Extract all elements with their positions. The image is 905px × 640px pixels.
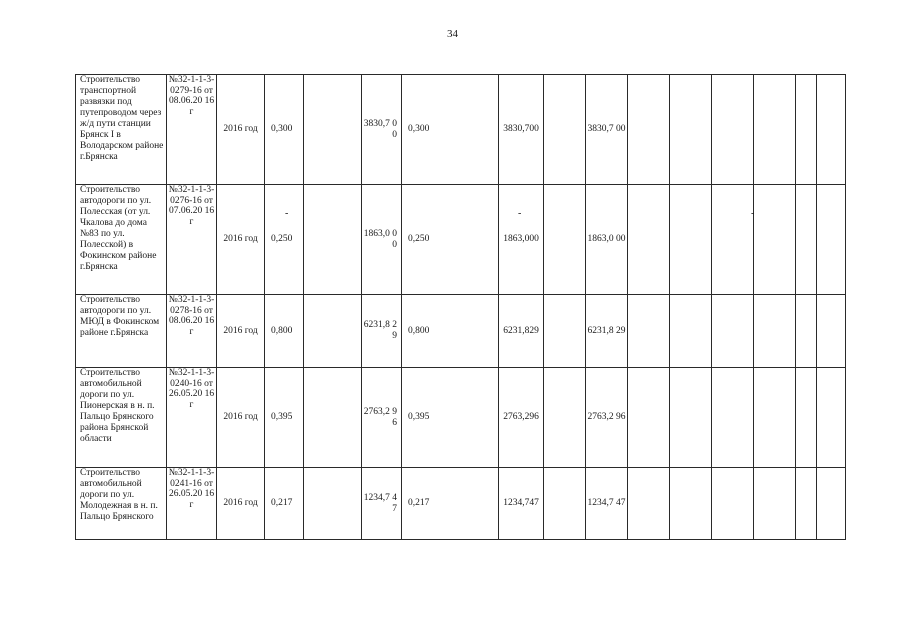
empty-cell (817, 185, 846, 295)
empty-cell (712, 75, 754, 185)
cost-cell: 1863,0 00 (586, 185, 628, 295)
cost-cell: 1234,747 (499, 468, 544, 540)
dash-mark: - (285, 208, 289, 219)
cost-cell: 6231,8 29 (586, 295, 628, 368)
empty-cell (544, 368, 586, 468)
construction-name-cell: Строительство автомобильной дороги по ул. Пионерская в н. п. Пальцо Брянского района Брянской области (76, 368, 167, 468)
construction-name-cell: Строительство автодороги по ул. МЮД в Фокинском районе г.Брянска (76, 295, 167, 368)
table-row (76, 295, 846, 368)
year-cell: 2016 год (217, 295, 265, 368)
empty-cell (304, 75, 362, 185)
cost-cell: 1863,000 (499, 185, 544, 295)
empty-cell (304, 368, 362, 468)
table-row (76, 75, 846, 185)
cost-cell: 1863,0 00 (362, 185, 402, 295)
document-table (75, 74, 846, 540)
empty-cell (817, 468, 846, 540)
empty-cell (796, 185, 817, 295)
length-cell: 0,217 (402, 468, 499, 540)
cost-cell: 1234,7 47 (586, 468, 628, 540)
empty-cell (628, 368, 670, 468)
permit-cell: №32-1-1-3-0279-16 от 08.06.20 16 г (167, 75, 217, 185)
permit-cell: №32-1-1-3-0241-16 от 26.05.20 16 г (167, 468, 217, 540)
empty-cell (304, 185, 362, 295)
empty-cell (712, 185, 754, 295)
empty-cell (670, 468, 712, 540)
empty-cell (304, 295, 362, 368)
empty-cell (628, 185, 670, 295)
construction-name-cell: Строительство транспортной развязки под путепроводом через ж/д пути станции Брянск I в Володарском районе г.Брянска (76, 75, 167, 185)
empty-cell (754, 295, 796, 368)
empty-cell (544, 468, 586, 540)
length-cell: 0,250 (265, 185, 304, 295)
empty-cell (796, 468, 817, 540)
empty-cell (796, 295, 817, 368)
empty-cell (304, 468, 362, 540)
cost-cell: 3830,7 00 (362, 75, 402, 185)
cost-cell: 2763,2 96 (586, 368, 628, 468)
length-cell: 0,800 (402, 295, 499, 368)
empty-cell (796, 75, 817, 185)
empty-cell (628, 295, 670, 368)
empty-cell (544, 295, 586, 368)
permit-cell: №32-1-1-3-0278-16 от 08.06.20 16 г (167, 295, 217, 368)
length-cell: 0,800 (265, 295, 304, 368)
empty-cell (712, 295, 754, 368)
empty-cell (670, 75, 712, 185)
dash-mark: - (518, 208, 522, 219)
permit-cell: №32-1-1-3-0276-16 от 07.06.20 16 г (167, 185, 217, 295)
empty-cell (817, 75, 846, 185)
table-row (76, 468, 846, 540)
empty-cell (817, 295, 846, 368)
year-cell: 2016 год (217, 368, 265, 468)
empty-cell (628, 75, 670, 185)
year-cell: 2016 год (217, 75, 265, 185)
empty-cell (754, 368, 796, 468)
year-cell: 2016 год (217, 185, 265, 295)
cost-cell: 6231,8 29 (362, 295, 402, 368)
cost-cell: 2763,2 96 (362, 368, 402, 468)
empty-cell (670, 368, 712, 468)
empty-cell (817, 368, 846, 468)
construction-name-cell: Строительство автомобильной дороги по ул. Молодежная в н. п. Пальцо Брянского (76, 468, 167, 540)
cost-cell: 3830,7 00 (586, 75, 628, 185)
cost-cell: 2763,296 (499, 368, 544, 468)
length-cell: 0,300 (265, 75, 304, 185)
table-row (76, 185, 846, 295)
dash-mark: - (751, 208, 755, 219)
empty-cell (544, 75, 586, 185)
empty-cell (670, 185, 712, 295)
page-number: 34 (447, 28, 458, 40)
empty-cell (628, 468, 670, 540)
length-cell: 0,395 (402, 368, 499, 468)
empty-cell (754, 185, 796, 295)
cost-cell: 1234,7 47 (362, 468, 402, 540)
permit-cell: №32-1-1-3-0240-16 от 26.05.20 16 г (167, 368, 217, 468)
empty-cell (670, 295, 712, 368)
cost-cell: 3830,700 (499, 75, 544, 185)
length-cell: 0,395 (265, 368, 304, 468)
empty-cell (712, 368, 754, 468)
length-cell: 0,217 (265, 468, 304, 540)
table-row (76, 368, 846, 468)
empty-cell (712, 468, 754, 540)
length-cell: 0,300 (402, 75, 499, 185)
empty-cell (544, 185, 586, 295)
year-cell: 2016 год (217, 468, 265, 540)
empty-cell (754, 75, 796, 185)
empty-cell (754, 468, 796, 540)
length-cell: 0,250 (402, 185, 499, 295)
construction-name-cell: Строительство автодороги по ул. Полесская (от ул. Чкалова до дома №83 по ул. Полесской) в Фокинском районе г.Брянска (76, 185, 167, 295)
cost-cell: 6231,829 (499, 295, 544, 368)
empty-cell (796, 368, 817, 468)
